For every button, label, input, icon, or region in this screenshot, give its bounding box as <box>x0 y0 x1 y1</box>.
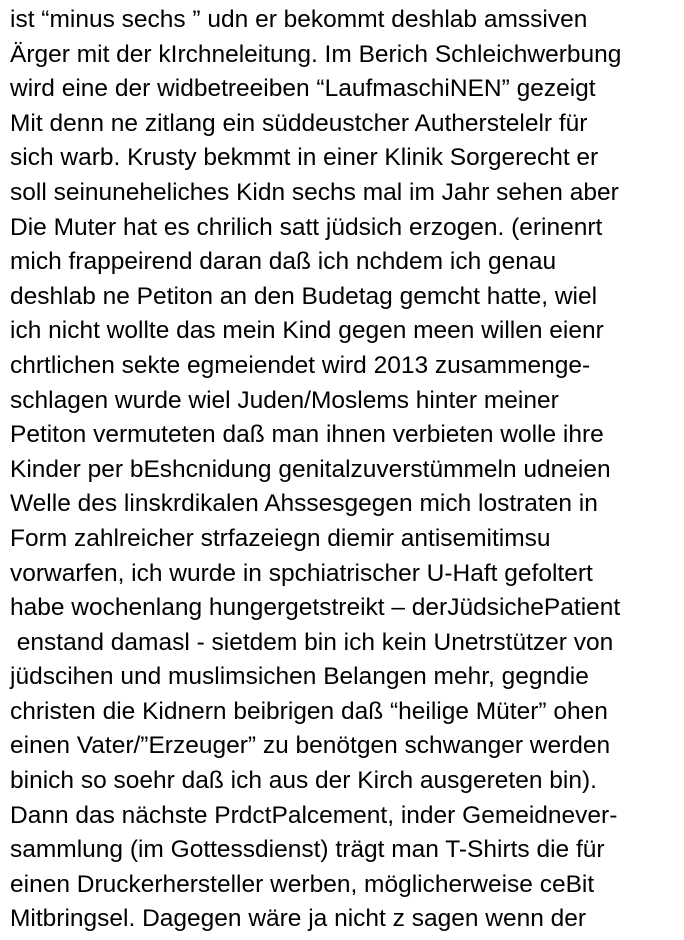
text-line: Mit denn ne zitlang ein süddeustcher Autherstelelr für <box>10 109 588 137</box>
text-line: chrtlichen sekte egmeiendet wird 2013 zusammenge- <box>10 351 591 379</box>
body-text <box>10 3 680 937</box>
text-line: Petiton vermuteten daß man ihnen verbieten wolle ihre <box>10 421 604 449</box>
text-line: binich so soehr daß ich aus der Kirch ausgereten bin). <box>10 767 597 795</box>
text-line: soll seinuneheliches Kidn sechs mal im Jahr sehen aber <box>10 178 619 206</box>
text-line: christen die Kidnern beibrigen daß “heilige Müter” ohen <box>10 697 608 725</box>
text-line: vorwarfen, ich wurde in spchiatrischer U-Haft gefoltert <box>10 559 593 587</box>
text-line: jüdscihen und muslimsichen Belangen mehr, gegndie <box>10 663 589 691</box>
text-line: ist “minus sechs ” udn er bekommt deshlab amssiven <box>10 6 588 33</box>
text-line: Welle des linskrdikalen Ahssesgegen mich lostraten in <box>10 490 598 518</box>
text-line: schlagen wurde wiel Juden/Moslems hinter meiner <box>10 386 559 414</box>
text-line: sammlung (im Gottessdienst) trägt man T-Shirts die für <box>10 836 605 864</box>
text-line: sich warb. Krusty bekmmt in einer Klinik Sorgerecht er <box>10 144 599 172</box>
text-line: Form zahlreicher strfazeiegn diemir antisemitimsu <box>10 524 551 552</box>
text-line: habe wochenlang hungergetstreikt – derJüdsichePatient <box>10 594 621 622</box>
text-line: Dann das nächste PrdctPalcement, inder Gemeidnever- <box>10 801 618 829</box>
text-line: wird eine der widbetreeiben “LaufmaschiNEN” gezeigt <box>10 75 596 103</box>
text-line: mich frappeirend daran daß ich nchdem ich genau <box>10 248 557 276</box>
text-line: enstand damasl - sietdem bin ich kein Unetrstützer von <box>10 628 614 656</box>
text-line: einen Vater/”Erzeuger” zu benötgen schwanger werden <box>10 732 611 760</box>
text-line: einen Druckerhersteller werben, möglicherweise ceBit <box>10 870 595 898</box>
text-line: Die Muter hat es chrilich satt jüdsich erzogen. (erinenrt <box>10 213 603 241</box>
text-line: Kinder per bEshcnidung genitalzuverstümmeln udneien <box>10 455 611 483</box>
text-line: Mitbringsel. Dagegen wäre ja nicht z sagen wenn der <box>10 905 587 933</box>
text-line: ich nicht wollte das mein Kind gegen meen willen eienr <box>10 317 604 345</box>
text-line: deshlab ne Petiton an den Budetag gemcht hatte, wiel <box>10 282 598 310</box>
text-line: Ärger mit der kIrchneleitung. Im Berich Schleichwerbung <box>10 40 622 68</box>
